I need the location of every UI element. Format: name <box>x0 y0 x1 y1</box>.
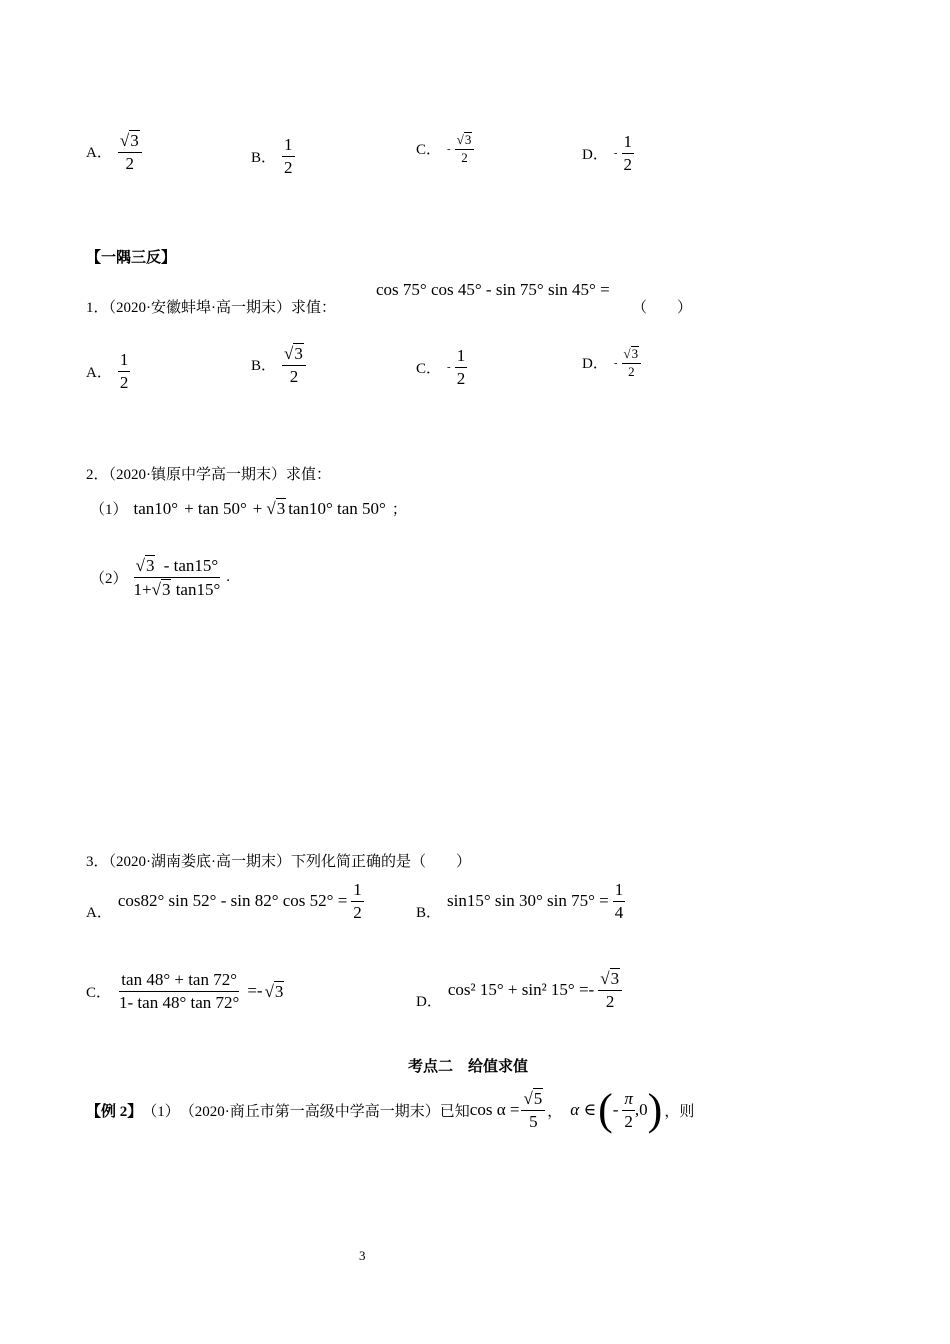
section-heading-2: 考点二 给值求值 <box>408 1059 529 1075</box>
option-c: C． - $\frac{√3}{2}$ <box>416 132 474 166</box>
fraction: $\frac{\tan 48^\circ + \tan 72^\circ}{1- \tan 48^\circ \tan 72^\circ}$ <box>119 970 240 1012</box>
example-2: 【例 2】 （1） （2020·商丘市第一高级中学高一期末）已知 cos α = $\frac{√5}{5}$ ， α ∈ ( - $\frac{\pi}{2}$ ,0 ) ，则 <box>86 1085 695 1134</box>
fraction: $\frac{√3}{2}$ <box>598 968 622 1011</box>
q1-option-d: D． - $\frac{√3}{2}$ <box>582 346 641 380</box>
option-d: D． - $\frac{1}{2}$ <box>582 132 633 174</box>
fraction: $\frac{\pi}{2}$ <box>624 1088 633 1131</box>
fraction: $\frac{√3}{2}$ <box>118 130 142 173</box>
q2-stem: 2．（2020·镇原中学高一期末）求值： <box>86 467 332 483</box>
q3-option-c: C． $\frac{\tan 48^\circ + \tan 72^\circ}{1- \tan 48^\circ \tan 72^\circ}$ =- √3 <box>86 970 284 1012</box>
q1-blank: （ ） <box>632 300 693 316</box>
fraction: $\frac{√3}{2}$ <box>455 132 475 166</box>
fraction: $\frac{√3}{2}$ <box>282 343 306 386</box>
q1-option-b: B． $\frac{√3}{2}$ <box>251 343 306 386</box>
q1-expression: cos 75° cos 45° - sin 75° sin 45° = <box>376 280 610 299</box>
fraction: $\frac{1}{4}$ <box>614 880 624 922</box>
option-a: A． $\frac{√3}{2}$ <box>86 130 142 173</box>
q3-option-b: B． sin15° sin 30° sin 75° = $\frac{1}{4}$ <box>416 880 624 922</box>
q3-stem: 3．（2020·湖南娄底·高一期末）下列化简正确的是（ ） <box>86 854 472 870</box>
q3-option-a: A． cos82° sin 52° - sin 82° cos 52° = $\frac{1}{2}$ <box>86 880 362 922</box>
option-b: B． $\frac{1}{2}$ <box>251 135 293 177</box>
page-number: 3 <box>359 1248 366 1263</box>
q2-part1: （1） tan10° + tan 50° + √3 tan10° tan 50° ； <box>90 498 407 518</box>
fraction: $\frac{√5}{5}$ <box>521 1088 545 1131</box>
fraction: $\frac{√3}{2}$ <box>622 346 642 380</box>
fraction: $\frac{1}{2}$ <box>353 880 362 922</box>
fraction: $\frac{1}{2}$ <box>284 135 293 177</box>
q1-option-a: A． $\frac{1}{2}$ <box>86 350 129 392</box>
q1-stem: 1．（2020·安徽蚌埠·高一期末）求值： <box>86 300 337 316</box>
fraction: $\frac{√3 - \tan 15^\circ}{1+√3 \tan 15^\circ}$ <box>133 556 221 599</box>
q2-part2: （2） $\frac{√3 - \tan 15^\circ}{1+√3 \tan 15^\circ}$ . <box>90 556 231 599</box>
q3-option-d: D． cos² 15° + sin² 15° =- $\frac{√3}{2}$ <box>416 968 622 1011</box>
fraction: $\frac{1}{2}$ <box>623 132 633 174</box>
section-heading: 【一隅三反】 <box>86 250 177 266</box>
q1-option-c: C． - $\frac{1}{2}$ <box>416 346 466 388</box>
fraction: $\frac{1}{2}$ <box>456 346 466 388</box>
fraction: $\frac{1}{2}$ <box>119 350 129 392</box>
